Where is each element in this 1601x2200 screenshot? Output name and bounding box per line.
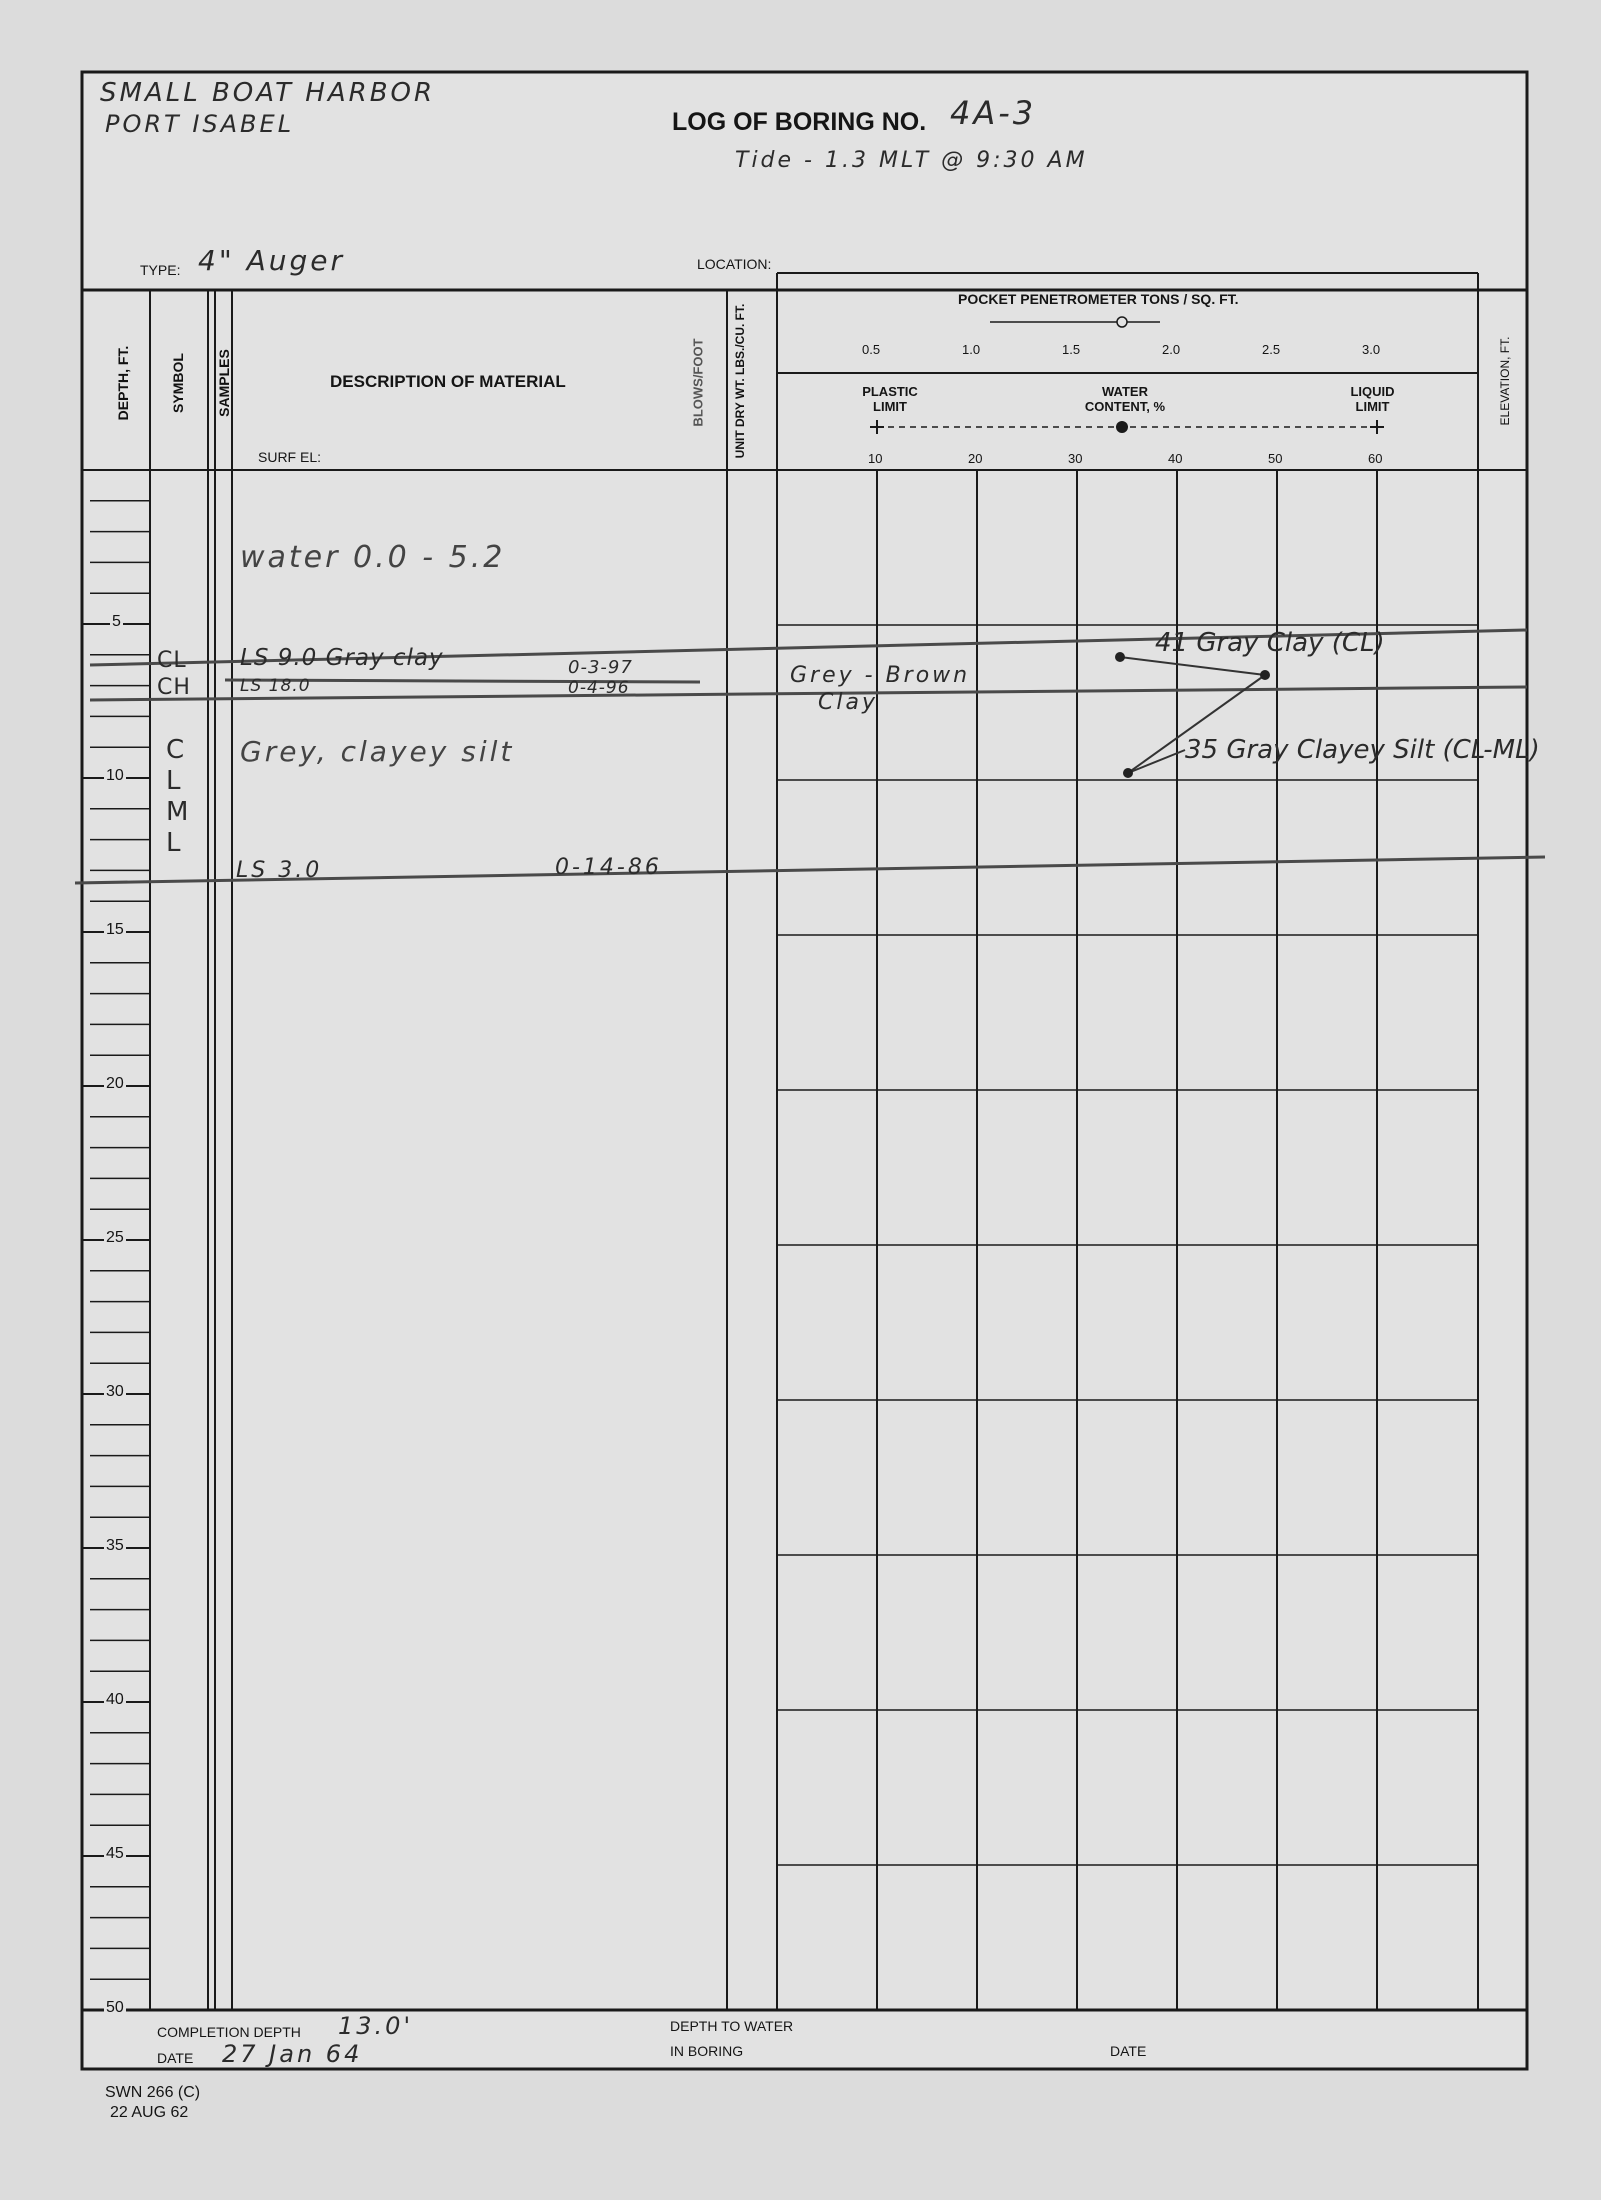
surf-el-label: SURF EL: xyxy=(258,449,322,465)
depth-tick-label: 20 xyxy=(106,1075,124,1092)
date-2-label: DATE xyxy=(1110,2043,1147,2059)
silt-sample: 0-14-86 xyxy=(555,855,662,880)
clml-letter: C xyxy=(166,735,188,765)
project-line-2: PORT ISABEL xyxy=(105,110,295,138)
depth-tick-label: 25 xyxy=(106,1229,124,1246)
water-content-tick-label: 10 xyxy=(868,451,883,466)
clml-letter: M xyxy=(166,797,192,827)
ch-description: LS 18.0 xyxy=(240,676,311,696)
description-column-header: DESCRIPTION OF MATERIAL xyxy=(330,372,566,391)
samples-column-header: SAMPLES xyxy=(216,349,232,417)
completion-depth-label: COMPLETION DEPTH xyxy=(157,2024,301,2040)
gray-clay-note: 41 Gray Clay (CL) xyxy=(1155,628,1385,658)
log-title: LOG OF BORING NO. xyxy=(672,108,927,136)
depth-tick-label: 10 xyxy=(106,767,124,784)
depth-to-water-label: DEPTH TO WATER xyxy=(670,2018,794,2034)
date-value: 27 Jan 64 xyxy=(222,2040,363,2068)
depth-tick-label: 15 xyxy=(106,921,124,938)
project-line-1: SMALL BOAT HARBOR xyxy=(100,78,436,108)
form-number: SWN 266 (C) xyxy=(105,2084,201,2101)
water-content-tick-label: 50 xyxy=(1268,451,1283,466)
depth-tick-label: 40 xyxy=(106,1691,124,1708)
water-content-tick-label: 40 xyxy=(1168,451,1183,466)
grey-brown-note: Grey - Brown xyxy=(790,663,971,688)
depth-tick-label: 30 xyxy=(106,1383,124,1400)
penetrometer-tick-label: 1.0 xyxy=(962,342,981,357)
date-label: DATE xyxy=(157,2050,194,2066)
water-content-label: WATER CONTENT, % xyxy=(1084,384,1166,414)
ch-sample: 0-4-96 xyxy=(568,678,630,698)
in-boring-label: IN BORING xyxy=(670,2043,744,2059)
ch-symbol: CH xyxy=(157,675,191,700)
cl-description: LS 9.0 Gray clay xyxy=(240,645,444,671)
water-content-tick-label: 60 xyxy=(1368,451,1383,466)
silt-ls: LS 3.0 xyxy=(236,858,323,883)
clml-letter: L xyxy=(166,766,184,796)
clml-letter: L xyxy=(166,828,184,858)
plastic-limit-label: PLASTIC LIMIT xyxy=(862,384,918,414)
type-label: TYPE: xyxy=(140,262,181,278)
depth-tick-label: 45 xyxy=(106,1845,124,1862)
cl-sample: 0-3-97 xyxy=(568,657,633,678)
penetrometer-tick-label: 1.5 xyxy=(1062,342,1081,357)
penetrometer-tick-label: 0.5 xyxy=(862,342,881,357)
completion-depth-value: 13.0' xyxy=(338,2012,414,2040)
penetrometer-tick-label: 3.0 xyxy=(1362,342,1381,357)
type-value: 4" Auger xyxy=(198,244,346,277)
tide-note: Tide - 1.3 MLT @ 9:30 AM xyxy=(735,148,1088,173)
depth-tick-label: 50 xyxy=(106,1999,124,2016)
blows-column-header: BLOWS/FOOT xyxy=(690,338,706,427)
clayey-silt-note: 35 Gray Clayey Silt (CL-ML) xyxy=(1185,735,1540,765)
depth-tick-label: 5 xyxy=(112,613,121,630)
symbol-column-header: SYMBOL xyxy=(170,353,186,413)
unit-dry-wt-column-header: UNIT DRY WT. LBS./CU. FT. xyxy=(733,303,747,459)
penetrometer-tick-label: 2.5 xyxy=(1262,342,1281,357)
silt-description: Grey, clayey silt xyxy=(240,735,515,768)
clay-note: Clay xyxy=(818,690,878,715)
liquid-limit-label: LIQUID LIMIT xyxy=(1350,384,1395,414)
location-label: LOCATION: xyxy=(697,256,772,272)
depth-tick-label: 35 xyxy=(106,1537,124,1554)
cl-symbol: CL xyxy=(157,648,187,673)
water-content-tick-label: 30 xyxy=(1068,451,1083,466)
form-date: 22 AUG 62 xyxy=(110,2104,189,2121)
depth-column-header: DEPTH, FT. xyxy=(115,345,131,421)
water-entry: water 0.0 - 5.2 xyxy=(240,540,506,575)
elevation-column-header: ELEVATION, FT. xyxy=(1498,336,1512,426)
boring-number: 4A-3 xyxy=(950,94,1037,132)
water-content-tick-label: 20 xyxy=(968,451,983,466)
penetrometer-tick-label: 2.0 xyxy=(1162,342,1181,357)
penetrometer-title: POCKET PENETROMETER TONS / SQ. FT. xyxy=(958,291,1239,307)
